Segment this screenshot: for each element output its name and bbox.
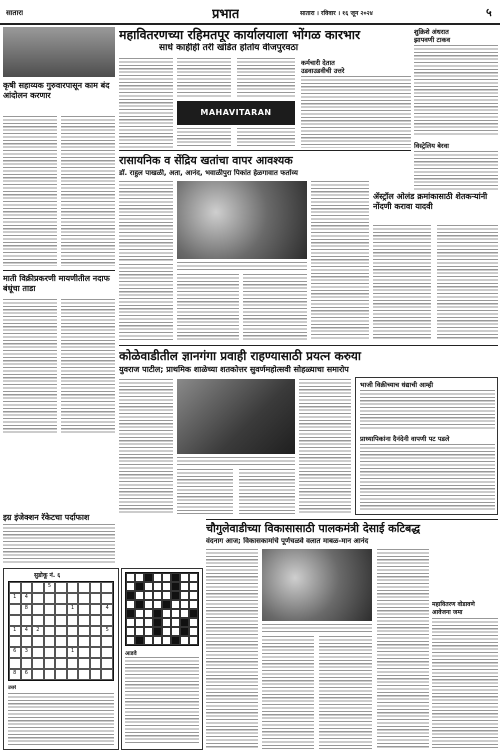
sudoku-cell: 1 <box>67 604 79 615</box>
crossword-cell <box>144 600 153 609</box>
lead-body-4 <box>237 128 295 148</box>
crossword-cell <box>189 636 198 645</box>
crossword-cell <box>162 618 171 627</box>
sudoku-answers <box>8 693 114 745</box>
mid-body-1 <box>119 181 173 261</box>
center-top-rule <box>119 345 498 346</box>
lead-headline: महावितरणच्या रहिमतपूर कार्यालयाला भोंगळ कारभार <box>119 27 361 42</box>
crossword-cell <box>144 582 153 591</box>
ostral-headline: ॲस्ट्रॉल ओलंड क्रमांकासाठी शेतकऱ्यांनी नोंदणी करावा यादवी <box>373 192 488 211</box>
right-mid-headline: विस्ट्रेलिय बेरवा <box>414 142 449 150</box>
sudoku-cell <box>32 658 44 669</box>
crossword-cell <box>171 600 180 609</box>
sudoku-cell <box>44 593 56 604</box>
crossword-cell <box>135 609 144 618</box>
sudoku-cell <box>44 669 56 680</box>
sudoku-cell: 6 <box>9 647 21 658</box>
bottom-body-1 <box>206 549 258 749</box>
mahavitaran-logo <box>177 101 295 125</box>
center-box-headline-2: प्राध्यापिकांना दैनंदेनी वापणी पट पडले <box>360 435 450 443</box>
sudoku-cell <box>44 658 56 669</box>
sudoku-cell: 4 <box>21 626 33 637</box>
right-bottom-story <box>432 600 498 750</box>
right-top-headline: शुक्रिशे अंधरात <box>414 28 449 36</box>
sudoku-cell <box>78 626 90 637</box>
sudoku-cell: 4 <box>21 593 33 604</box>
mid-body-5 <box>243 274 307 341</box>
sudoku-cell <box>55 669 67 680</box>
sudoku-cell: 1 <box>9 593 21 604</box>
crossword-cell <box>126 573 135 582</box>
left-column <box>3 27 115 507</box>
center-box <box>355 377 498 515</box>
bottom-body-2 <box>262 636 314 749</box>
crossword-cell <box>189 573 198 582</box>
mid-body-3 <box>119 264 173 341</box>
bottom-subheadline: वंदनाग आज; विकासकामांचे पूर्णचळवे वलात माबळ-मान आनंद <box>206 537 369 545</box>
crossword-cell <box>189 600 198 609</box>
sudoku-cell <box>55 626 67 637</box>
crossword-cell <box>126 627 135 636</box>
crossword-cell <box>135 582 144 591</box>
sudoku-cell <box>32 669 44 680</box>
crossword-cell <box>135 600 144 609</box>
mid-story <box>119 154 369 344</box>
crossword-cell <box>126 636 135 645</box>
sudoku-cell <box>32 647 44 658</box>
center-subheadline: युवराज पाटील; प्राथमिक शाळेच्या शतकोत्तर सुवर्णमहोत्सवी सोहळ्याचा समारोप <box>119 365 349 374</box>
crossword-cell <box>189 618 198 627</box>
sudoku-cell <box>9 615 21 626</box>
crossword-cell <box>180 573 189 582</box>
crossword-cell <box>180 618 189 627</box>
crossword-clues <box>125 657 199 745</box>
photo-left-top <box>3 27 115 77</box>
left-top-body-2 <box>61 116 115 266</box>
ostral-story <box>373 192 498 342</box>
crossword-cell <box>162 636 171 645</box>
center-box-body-1 <box>360 390 495 430</box>
sudoku-cell <box>55 636 67 647</box>
lead-body-1 <box>119 58 173 148</box>
bottom-body-4 <box>377 549 429 749</box>
bottom-caption <box>262 624 372 632</box>
crossword-cell <box>153 627 162 636</box>
sudoku-cell <box>21 658 33 669</box>
header-rule <box>0 23 500 25</box>
sudoku-cell <box>78 593 90 604</box>
crossword-cell <box>126 591 135 600</box>
sudoku-cell <box>90 582 102 593</box>
sudoku-grid <box>8 581 114 681</box>
sudoku-cell <box>21 636 33 647</box>
lead-body-3 <box>177 128 231 148</box>
sudoku-cell <box>78 636 90 647</box>
sudoku-cell <box>21 582 33 593</box>
sudoku-cell <box>67 626 79 637</box>
crossword-grid <box>125 572 199 646</box>
sudoku-cell <box>101 636 113 647</box>
sudoku-cell <box>101 615 113 626</box>
sudoku-cell <box>55 582 67 593</box>
crossword-cell <box>135 618 144 627</box>
crossword-cell <box>171 573 180 582</box>
sudoku-cell <box>32 615 44 626</box>
left-mid-headline: माती विक्रीप्रकरणी मायणीतील नदाफ बंधूंचा ताडा <box>3 274 110 293</box>
sudoku-cell <box>32 593 44 604</box>
lead-side-body <box>301 76 411 148</box>
crossword-cell <box>144 636 153 645</box>
sudoku-cell <box>101 669 113 680</box>
center-headline: कोळेवाडीतील ज्ञानगंगा प्रवाही राहण्यासाठी प्रयत्न करुया <box>119 349 361 363</box>
sudoku-cell <box>90 604 102 615</box>
sudoku-cell <box>55 658 67 669</box>
sudoku-cell <box>67 658 79 669</box>
center-body-2 <box>177 469 233 514</box>
sudoku-cell <box>32 582 44 593</box>
center-caption <box>177 457 295 465</box>
sudoku-title: सुडोकू नं. ६ <box>34 572 61 579</box>
sudoku-cell: 8 <box>21 604 33 615</box>
lead-side-title-2: उडवाउडवीची उत्तरे <box>301 67 345 75</box>
sudoku-cell <box>90 669 102 680</box>
sudoku-cell <box>101 647 113 658</box>
masthead <box>0 0 500 24</box>
left-bottom-body <box>3 524 115 564</box>
crossword-cell <box>189 627 198 636</box>
crossword-cell <box>126 609 135 618</box>
paper-city: सातारा <box>6 9 24 17</box>
sudoku-cell <box>78 615 90 626</box>
sudoku-cell <box>78 647 90 658</box>
right-mid-body <box>414 151 498 191</box>
center-body-1 <box>119 379 173 514</box>
ostral-body-1 <box>373 225 431 339</box>
bottom-top-rule <box>206 519 498 520</box>
center-body-3 <box>239 469 295 514</box>
left-mid-body <box>3 299 57 434</box>
sudoku-cell <box>9 604 21 615</box>
crossword-cell <box>162 627 171 636</box>
sudoku-cell <box>78 669 90 680</box>
mid-body-4 <box>177 274 239 341</box>
right-bottom-headline: महावितरण वोडावणे <box>432 601 475 608</box>
sudoku-cell: 8 <box>9 669 21 680</box>
right-top-body <box>414 45 498 137</box>
sudoku-cell <box>44 615 56 626</box>
crossword-cell <box>153 618 162 627</box>
sudoku-cell <box>9 636 21 647</box>
crossword-cell <box>153 582 162 591</box>
sudoku-cell <box>32 636 44 647</box>
left-mid-body-2 <box>61 299 115 434</box>
crossword-cell <box>171 627 180 636</box>
crossword-cell <box>180 591 189 600</box>
crossword-cell <box>153 573 162 582</box>
left-bottom-headline: इग्र इंजेक्शन रॅकेटचा पर्दाफाश <box>3 513 90 522</box>
crossword-cell <box>189 609 198 618</box>
crossword-cell <box>135 573 144 582</box>
lead-side-title: कर्मचारी देतात <box>301 59 335 67</box>
crossword-cell <box>171 591 180 600</box>
crossword-box <box>121 568 203 750</box>
sudoku-answers-label: उत्तरे <box>8 685 17 691</box>
mid-body-2 <box>311 181 369 341</box>
lead-divider <box>119 150 411 151</box>
sudoku-cell: 5 <box>101 626 113 637</box>
sudoku-cell <box>21 615 33 626</box>
sudoku-cell <box>9 658 21 669</box>
center-story <box>119 349 498 519</box>
sudoku-cell: 1 <box>9 626 21 637</box>
sudoku-cell <box>9 582 21 593</box>
crossword-cell <box>171 609 180 618</box>
sudoku-cell <box>67 636 79 647</box>
crossword-cell <box>144 609 153 618</box>
mid-caption <box>177 262 307 270</box>
sudoku-cell <box>78 582 90 593</box>
crossword-cell <box>189 591 198 600</box>
crossword-cell <box>144 591 153 600</box>
sudoku-cell <box>67 669 79 680</box>
crossword-cell <box>144 618 153 627</box>
sudoku-cell <box>101 582 113 593</box>
sudoku-cell <box>90 647 102 658</box>
left-divider-1 <box>3 270 115 271</box>
sudoku-cell: 1 <box>67 647 79 658</box>
center-box-headline: भाजी विक्रीच्याच धंद्याची आम्ही <box>360 381 434 389</box>
crossword-cell <box>126 618 135 627</box>
crossword-cell <box>171 636 180 645</box>
crossword-cell <box>162 573 171 582</box>
edition-date: सातारा । रविवार । १६ जून २०२४ <box>300 10 373 17</box>
sudoku-cell <box>44 604 56 615</box>
crossword-cell <box>153 609 162 618</box>
right-bottom-headline-2: आवेजना जमा <box>432 609 463 616</box>
crossword-cell <box>180 600 189 609</box>
crossword-cell <box>126 582 135 591</box>
right-top-headline-2: झापवणी टाकव <box>414 36 451 44</box>
sudoku-cell: 5 <box>44 582 56 593</box>
mid-headline: रासायनिक व सेंद्रिय खतांचा वापर आवश्यक <box>119 154 293 167</box>
crossword-cell <box>171 618 180 627</box>
sudoku-cell <box>32 604 44 615</box>
center-body-4 <box>299 379 351 514</box>
lead-subheadline: साधे काहीही तरी खंडित होतोय वीजपुरवठा <box>159 43 299 53</box>
crossword-cell <box>162 591 171 600</box>
crossword-cell <box>153 591 162 600</box>
sudoku-cell <box>55 647 67 658</box>
sudoku-cell <box>78 658 90 669</box>
lead-body-2 <box>177 58 231 98</box>
sudoku-cell <box>90 636 102 647</box>
sudoku-cell: 6 <box>21 669 33 680</box>
crossword-cell <box>135 636 144 645</box>
crossword-cell <box>135 627 144 636</box>
sudoku-cell <box>101 593 113 604</box>
sudoku-cell <box>55 604 67 615</box>
crossword-cell <box>144 627 153 636</box>
crossword-cell <box>153 636 162 645</box>
logo-text: MAHAVITARAN <box>200 108 272 117</box>
sudoku-cell <box>90 593 102 604</box>
sudoku-cell: 4 <box>101 604 113 615</box>
sudoku-cell <box>67 615 79 626</box>
right-bottom-body <box>432 618 498 748</box>
sudoku-cell: 3 <box>21 647 33 658</box>
sudoku-cell <box>55 615 67 626</box>
sudoku-cell <box>101 658 113 669</box>
crossword-cell <box>144 573 153 582</box>
sudoku-cell <box>67 593 79 604</box>
sudoku-cell <box>44 647 56 658</box>
photo-field-event <box>177 181 307 259</box>
paper-brand: प्रभात <box>212 7 240 22</box>
sudoku-cell <box>90 615 102 626</box>
left-top-body <box>3 116 57 266</box>
photo-minister-event <box>262 549 372 621</box>
sudoku-cell: 2 <box>32 626 44 637</box>
crossword-cell <box>162 600 171 609</box>
mid-subheadline: डॉ. राहुल पाखळी, अता, आनंद, भवाळीपुरा पिकांत हेळगावात फर्ताव्य <box>119 169 298 177</box>
left-top-headline: कृषी सहाय्यक गुरुवारपासून काम बंद आंदोलन करणार <box>3 81 110 100</box>
crossword-clues-title: आडवे <box>125 651 137 657</box>
crossword-cell <box>180 627 189 636</box>
crossword-cell <box>180 636 189 645</box>
bottom-headline: चौगुलेवाडीच्या विकासासाठी पालकमंत्री देसाई कटिबद्ध <box>206 522 421 535</box>
crossword-cell <box>180 582 189 591</box>
sudoku-cell <box>90 658 102 669</box>
ostral-body-2 <box>437 225 498 339</box>
page-number: ५ <box>486 6 492 19</box>
lead-body-5 <box>237 58 295 98</box>
crossword-cell <box>171 582 180 591</box>
sudoku-cell <box>78 604 90 615</box>
crossword-cell <box>189 582 198 591</box>
crossword-cell <box>180 609 189 618</box>
crossword-cell <box>153 600 162 609</box>
sudoku-cell <box>44 636 56 647</box>
crossword-cell <box>135 591 144 600</box>
crossword-cell <box>126 600 135 609</box>
sudoku-cell <box>67 582 79 593</box>
sudoku-cell <box>90 626 102 637</box>
photo-school-ceremony <box>177 379 295 454</box>
crossword-cell <box>162 609 171 618</box>
sudoku-cell <box>44 626 56 637</box>
center-box-body-2 <box>360 444 495 510</box>
puzzle-box <box>3 568 119 750</box>
crossword-cell <box>162 582 171 591</box>
sudoku-cell <box>55 593 67 604</box>
bottom-body-3 <box>319 636 372 749</box>
